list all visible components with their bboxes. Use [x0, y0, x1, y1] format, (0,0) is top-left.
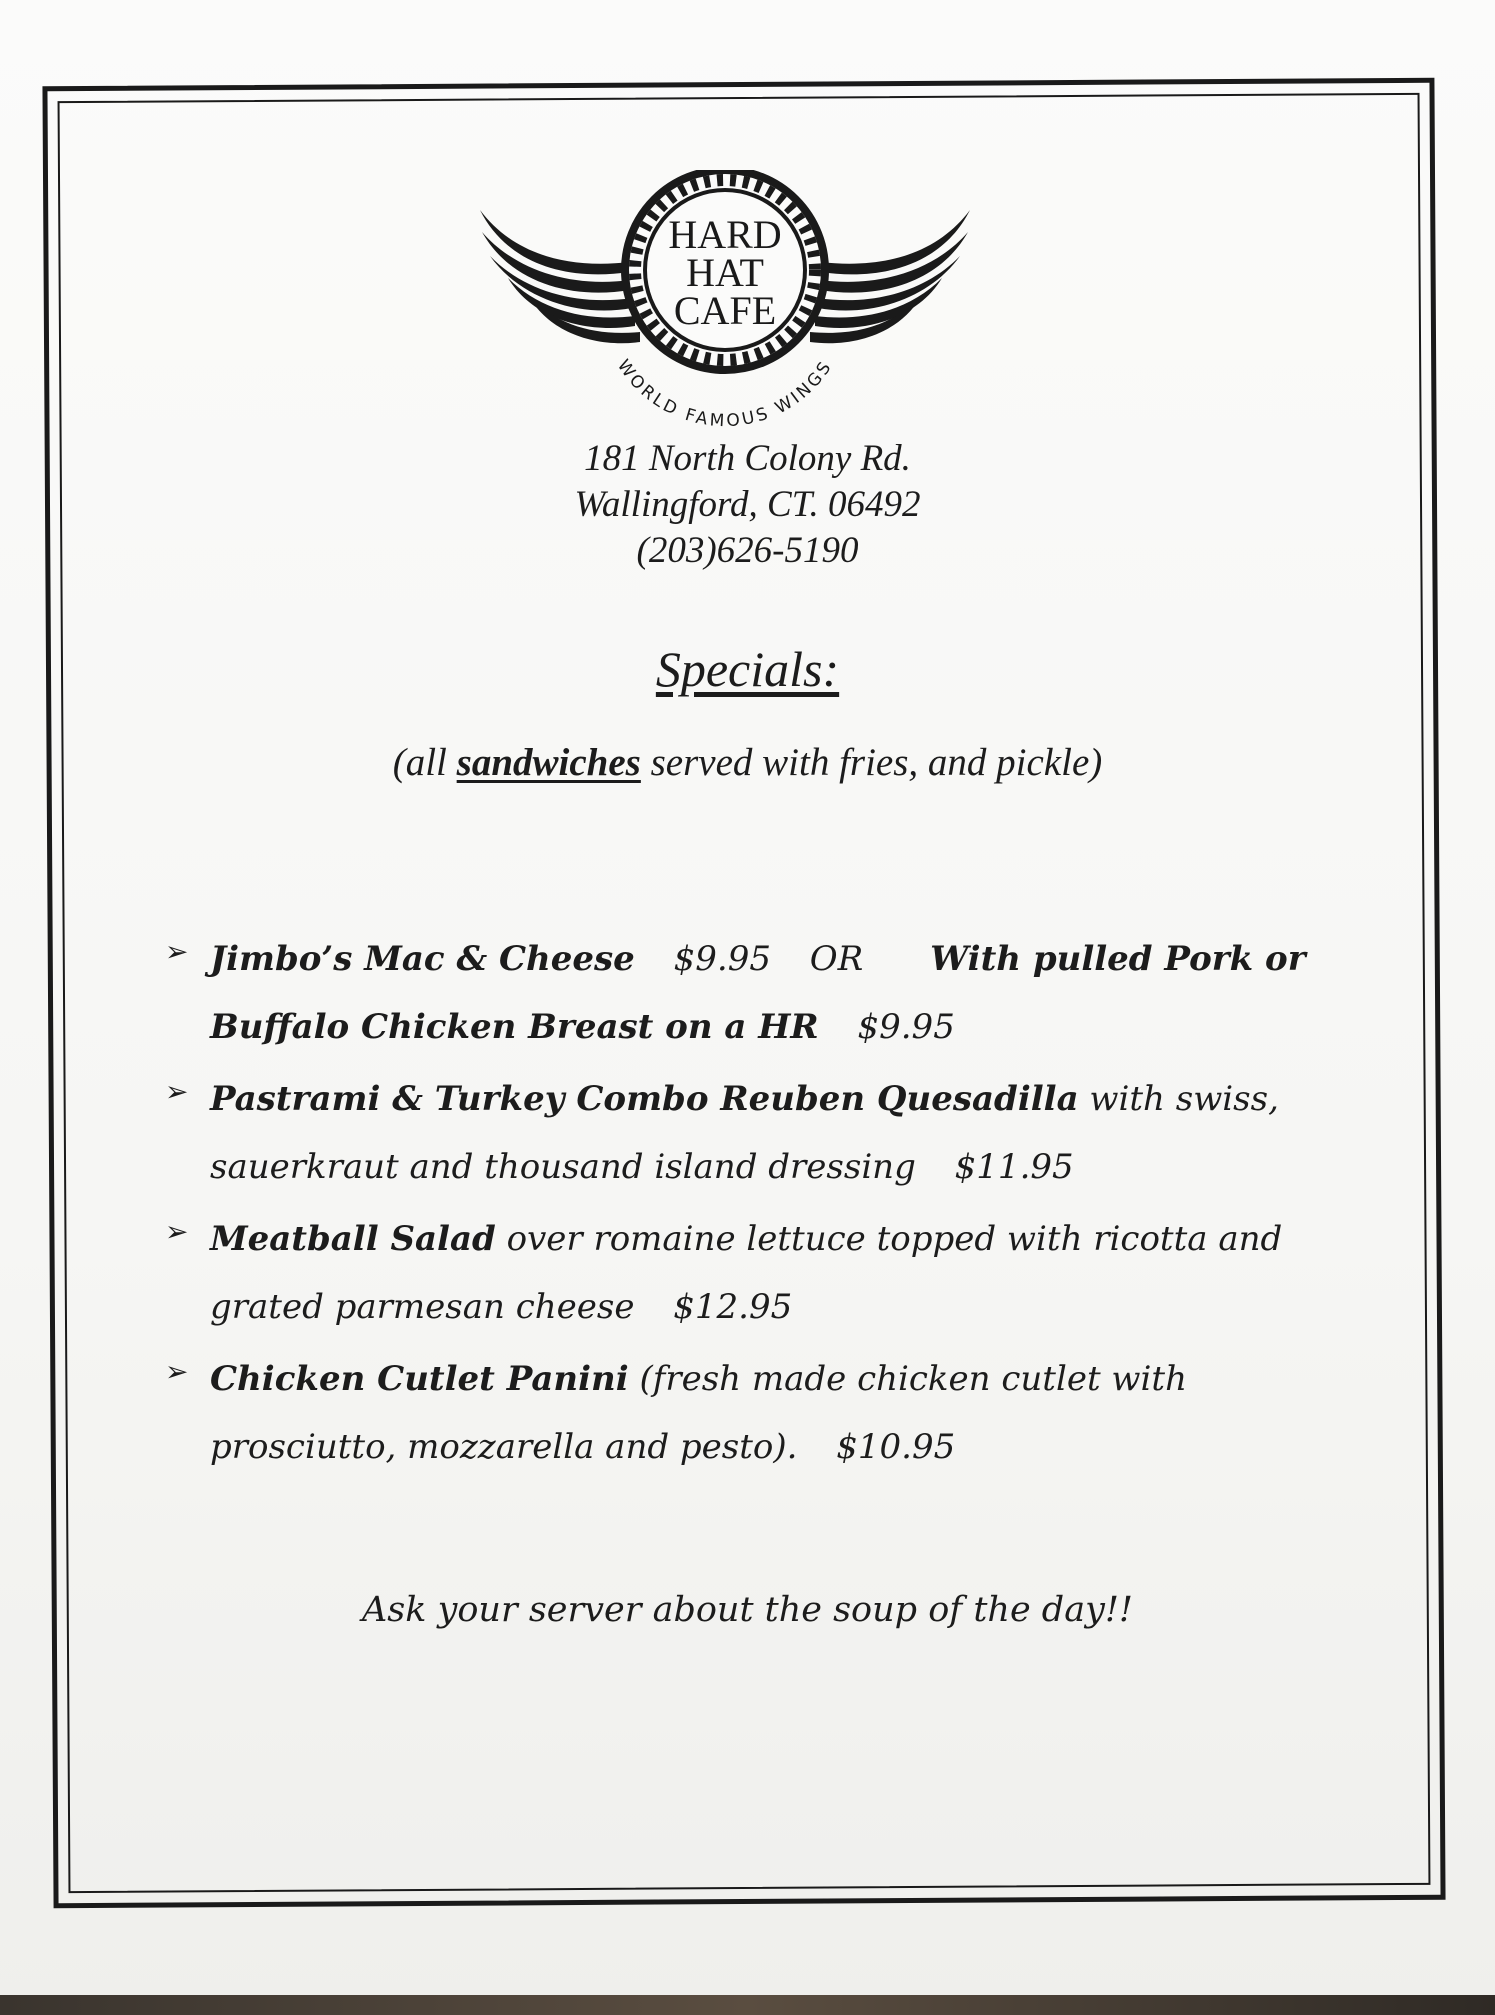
item-alt: With pulled Pork or — [930, 939, 1306, 979]
arrow-bullet-icon: ➢ — [165, 1075, 189, 1108]
address-city: Wallingford, CT. 06492 — [574, 484, 921, 525]
item-alt-2: Buffalo Chicken Breast on a HR — [210, 1007, 819, 1047]
right-wing-icon — [810, 210, 970, 343]
item-desc: over romaine lettuce topped with ricotta and — [506, 1219, 1283, 1259]
left-wing-icon — [480, 210, 640, 343]
specials-heading: Specials: — [655, 641, 840, 697]
logo-line-2: HAT — [686, 250, 764, 295]
item-price: $9.95 — [673, 939, 771, 979]
item-price: $10.95 — [836, 1427, 956, 1467]
table-edge — [0, 1995, 1495, 2015]
item-price-2: $9.95 — [857, 1007, 955, 1047]
note-prefix: (all — [392, 741, 447, 784]
address-street: 181 North Colony Rd. — [584, 438, 911, 479]
item-price: $12.95 — [673, 1287, 793, 1327]
soup-note: Ask your server about the soup of the day!! — [362, 1590, 1133, 1630]
arrow-bullet-icon: ➢ — [165, 1215, 189, 1248]
item-name: Meatball Salad — [210, 1219, 496, 1259]
item-price: $11.95 — [954, 1147, 1074, 1187]
item-name: Jimbo’s Mac & Cheese — [210, 939, 635, 979]
list-item — [165, 1345, 1365, 1481]
item-desc: with swiss, — [1089, 1079, 1279, 1119]
list-item — [165, 925, 1365, 1061]
arrow-bullet-icon: ➢ — [165, 935, 189, 968]
item-name: Chicken Cutlet Panini — [210, 1359, 629, 1399]
item-name: Pastrami & Turkey Combo Reuben Quesadilla — [210, 1079, 1079, 1119]
hard-hat-cafe-logo — [470, 170, 980, 430]
note-emphasis: sandwiches — [456, 741, 641, 784]
item-desc: (fresh made chicken cutlet with — [639, 1359, 1187, 1399]
address-phone: (203)626-5190 — [636, 530, 859, 571]
logo-line-1: HARD — [668, 212, 782, 257]
item-or: OR — [809, 939, 864, 979]
arrow-bullet-icon: ➢ — [165, 1355, 189, 1388]
item-desc-2: prosciutto, mozzarella and pesto). — [210, 1427, 798, 1467]
sandwich-note — [0, 740, 1495, 785]
item-desc-2: sauerkraut and thousand island dressing — [210, 1147, 916, 1187]
item-desc-2: grated parmesan cheese — [210, 1287, 635, 1327]
logo-tagline: WORLD FAMOUS WINGS — [612, 356, 837, 430]
list-item — [165, 1065, 1365, 1201]
list-item — [165, 1205, 1365, 1341]
specials-list — [165, 925, 1365, 1485]
logo-line-3: CAFE — [673, 288, 777, 333]
address-block — [0, 436, 1495, 574]
note-suffix: served with fries, and pickle) — [650, 741, 1103, 784]
